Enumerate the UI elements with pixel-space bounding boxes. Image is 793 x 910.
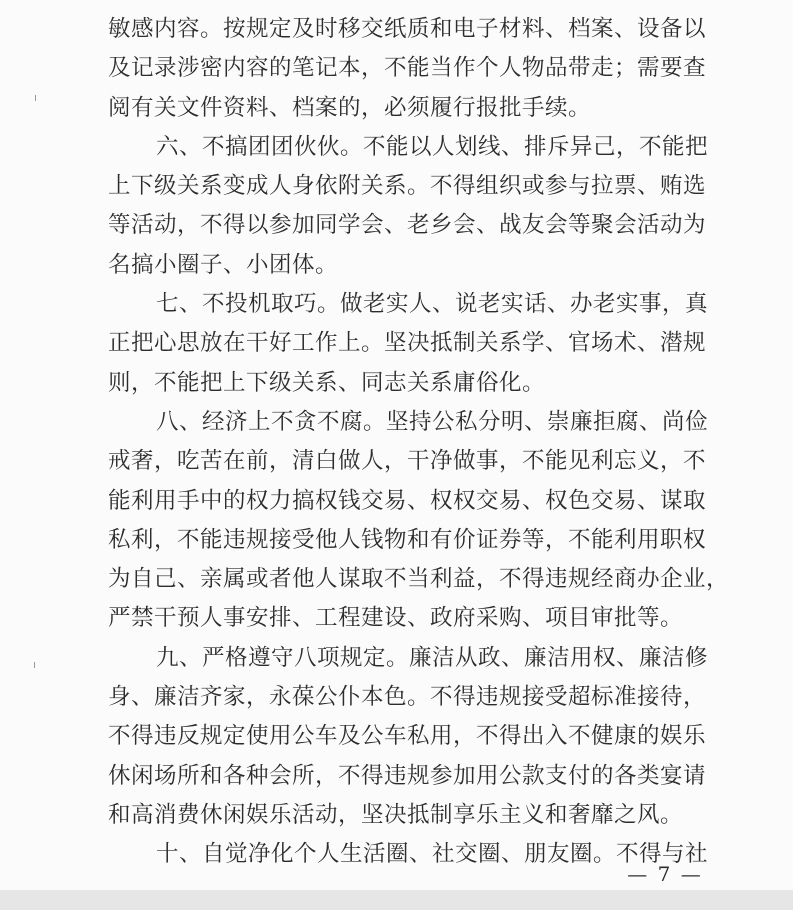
text-line: 则，不能把上下级关系、同志关系庸俗化。 — [108, 369, 546, 396]
text-line: 上下级关系变成人身依附关系。不得组织或参与拉票、贿选 — [108, 173, 707, 200]
text-line: 身、廉洁齐家，永葆公仆本色。不得违规接受超标准接待， — [108, 684, 707, 711]
text-line: 能利用手中的权力搞权钱交易、权权交易、权色交易、谋取 — [108, 487, 707, 514]
text-line: 七、不投机取巧。做老实人、说老实话、办老实事，真 — [156, 291, 709, 318]
text-line: 等活动，不得以参加同学会、老乡会、战友会等聚会活动为 — [108, 212, 707, 239]
text-line: 戒奢，吃苦在前，清白做人，干净做事，不能见利忘义，不 — [108, 448, 707, 475]
page-number: — 7 — — [627, 862, 703, 886]
scan-speck — [34, 662, 35, 668]
text-line: 和高消费休闲娱乐活动，坚决抵制享乐主义和奢靡之风。 — [108, 801, 684, 828]
text-line: 严禁干预人事安排、工程建设、政府采购、项目审批等。 — [108, 605, 684, 632]
text-line: 九、严格遵守八项规定。廉洁从政、廉洁用权、廉洁修 — [156, 644, 709, 671]
text-line: 十、自觉净化个人生活圈、社交圈、朋友圈。不得与社 — [156, 841, 709, 868]
text-line: 阅有关文件资料、档案的，必须履行报批手续。 — [108, 94, 592, 121]
text-line: 不得违反规定使用公车及公车私用，不得出入不健康的娱乐 — [108, 723, 707, 750]
viewer-background — [0, 890, 793, 910]
text-line: 休闲场所和各种会所，不得违规参加用公款支付的各类宴请 — [108, 762, 707, 789]
document-body — [108, 10, 730, 875]
text-line: 正把心思放在干好工作上。坚决抵制关系学、官场术、潜规 — [108, 330, 707, 357]
scan-speck — [35, 95, 36, 101]
text-line: 及记录涉密内容的笔记本，不能当作个人物品带走；需要查 — [108, 55, 707, 82]
text-line: 为自己、亲属或者他人谋取不当利益，不得违规经商办企业， — [108, 566, 730, 593]
text-line: 六、不搞团团伙伙。不能以人划线、排斥异己，不能把 — [156, 133, 709, 160]
text-line: 私利，不能违规接受他人钱物和有价证券等，不能利用职权 — [108, 526, 707, 553]
text-line: 敏感内容。按规定及时移交纸质和电子材料、档案、设备以 — [108, 16, 707, 42]
text-line: 名搞小圈子、小团体。 — [108, 251, 339, 278]
text-line: 八、经济上不贪不腐。坚持公私分明、崇廉拒腐、尚俭 — [156, 408, 709, 435]
